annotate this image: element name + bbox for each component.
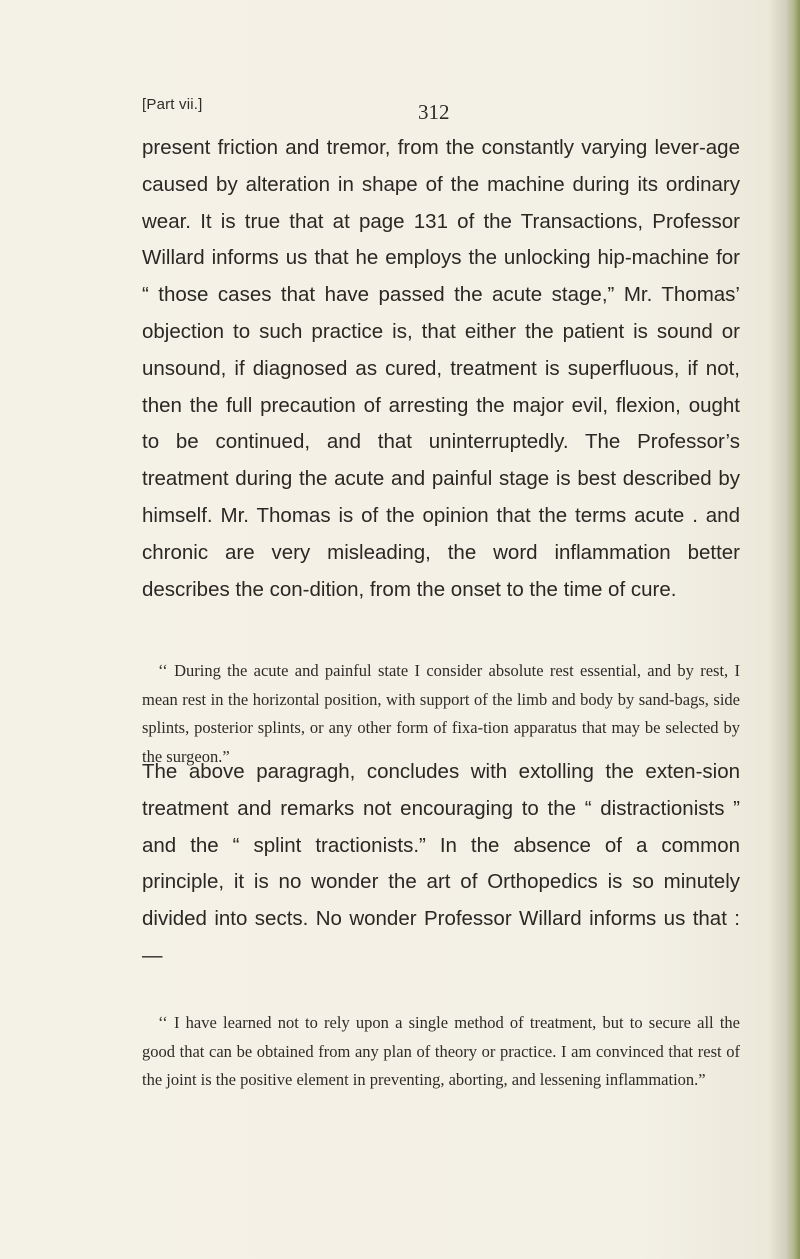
- quote-text: ‘‘ I have learned not to rely upon a single method of treatment, but to secure all the good that can be obtained from any plan of theory or practice. I am convinced that rest of the joint is the positive element in preventing, aborting, and lessening inflammation.”: [142, 1013, 740, 1089]
- body-paragraph-2: [142, 754, 740, 975]
- body-paragraph-1: [142, 130, 740, 608]
- page-edge-shadow: [786, 0, 800, 1259]
- page-number: 312: [418, 100, 450, 124]
- quote-text: ‘‘ During the acute and painful state I consider absolute rest essential, and by rest, I mean rest in the horizontal position, with support of the limb and body by sand-bags, side splints, posterior splints, or any other form of fixa-tion apparatus that may be selected by the surgeon.”: [142, 661, 740, 766]
- block-quote-2: [142, 1009, 740, 1095]
- part-label: [Part vii.]: [142, 96, 203, 113]
- paragraph-text: The above paragragh, concludes with extolling the exten-sion treatment and remarks not encouraging to the “ distractionists ” and the “ splint tractionists.” In the absence of a common principle, it is no wonder the art of Orthopedics is so minutely divided into sects. No wonder Professor Willard informs us that :—: [142, 760, 740, 967]
- paragraph-text: present friction and tremor, from the constantly varying lever-age caused by alteration in shape of the machine during its ordinary wear. It is true that at page 131 of the Transactions, Professor Willard informs us that he employs the unlocking hip-machine for “ those cases that have passed the acute stage,” Mr. Thomas’ objection to such practice is, that either the patient is sound or unsound, if diagnosed as cured, treatment is superfluous, if not, then the full precaution of arresting the major evil, flexion, ought to be continued, and that uninterruptedly. The Professor’s treatment during the acute and painful stage is best described by himself. Mr. Thomas is of the opinion that the terms acute . and chronic are very misleading, the word inflammation better describes the con-dition, from the onset to the time of cure.: [142, 136, 740, 601]
